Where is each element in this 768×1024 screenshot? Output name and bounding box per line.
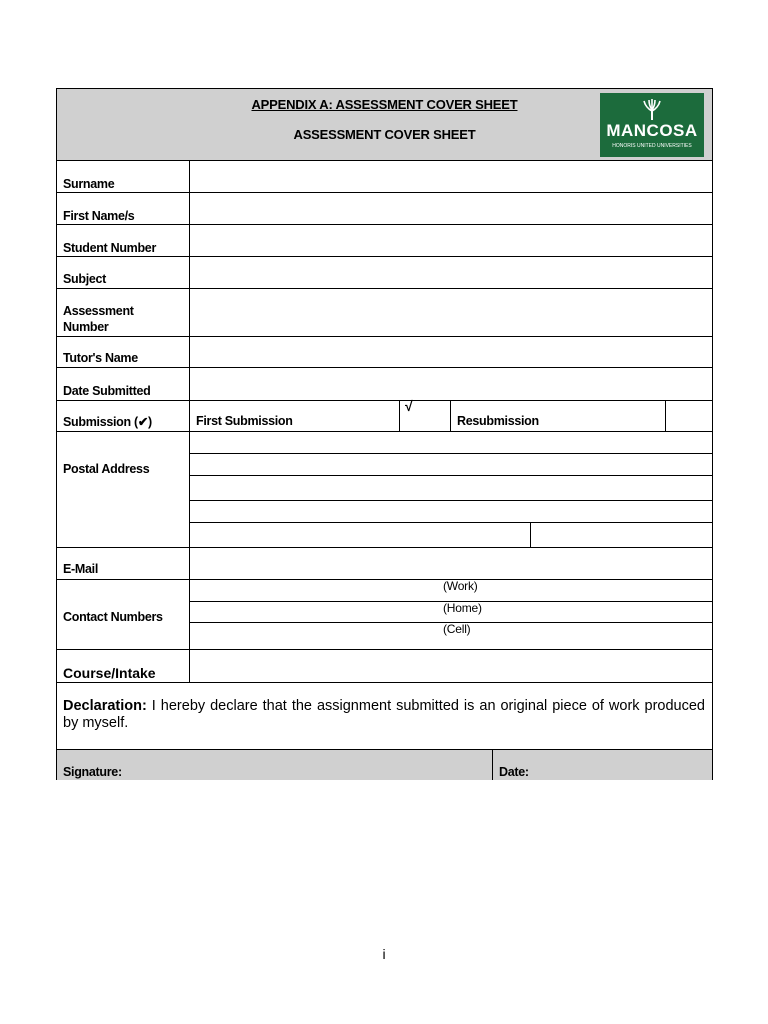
surname-field[interactable] [190, 161, 712, 192]
subject-label: Subject [63, 272, 107, 286]
date-submitted-field[interactable] [190, 368, 712, 400]
page-number: i [382, 946, 386, 962]
course-intake-label: Course/Intake [63, 665, 156, 681]
assessment-number-field[interactable] [190, 289, 712, 336]
date-field[interactable] [537, 752, 707, 779]
resubmission-label: Resubmission [457, 414, 539, 428]
first-submission-label: First Submission [196, 414, 293, 428]
header-band [57, 89, 712, 161]
tutor-name-label: Tutor's Name [63, 351, 138, 365]
home-number-label: (Home) [443, 601, 482, 615]
submission-label: Submission (✔) [63, 415, 152, 429]
tree-logo-icon [640, 99, 664, 121]
first-names-label: First Name/s [63, 209, 135, 223]
student-number-field[interactable] [190, 225, 712, 256]
date-label: Date: [499, 765, 529, 779]
date-submitted-label: Date Submitted [63, 384, 151, 398]
postal-address-label: Postal Address [63, 462, 150, 476]
submission-divider [450, 400, 451, 431]
assessment-number-label-line1: Assessment [63, 304, 134, 318]
student-number-label: Student Number [63, 241, 157, 255]
declaration-label: Declaration: [63, 698, 147, 714]
email-label: E-Mail [63, 562, 99, 576]
declaration-body: I hereby declare that the assignment submitted is an original piece of work produced by myself. [63, 698, 705, 731]
logo-wordmark: MANCOSA [606, 121, 698, 140]
first-submission-checkmark: √ [405, 398, 413, 414]
resubmission-checkbox[interactable] [666, 401, 712, 431]
surname-label: Surname [63, 177, 115, 191]
assessment-cover-sheet [56, 88, 713, 780]
signature-date-divider [492, 750, 493, 780]
signature-label: Signature: [63, 765, 122, 779]
subject-field[interactable] [190, 257, 712, 288]
work-number-label: (Work) [443, 579, 478, 593]
contact-numbers-field[interactable] [190, 580, 712, 649]
row-line [57, 400, 712, 401]
assessment-number-label-line2: Number [63, 320, 109, 334]
tutor-name-field[interactable] [190, 337, 712, 367]
first-names-field[interactable] [190, 193, 712, 224]
signature-band [57, 749, 712, 780]
sheet-title: ASSESSMENT COVER SHEET [293, 127, 476, 142]
mancosa-logo [600, 93, 704, 157]
cell-number-label: (Cell) [443, 622, 471, 636]
postal-address-field[interactable] [190, 432, 712, 547]
first-submission-checkbox[interactable] [400, 401, 450, 431]
declaration-text [63, 698, 705, 732]
logo-tagline: HONORIS UNITED UNIVERSITIES [612, 143, 692, 149]
declaration-block [57, 683, 712, 749]
signature-field[interactable] [147, 752, 487, 779]
email-field[interactable] [190, 548, 712, 579]
appendix-title: APPENDIX A: ASSESSMENT COVER SHEET [251, 97, 518, 112]
course-intake-field[interactable] [190, 650, 712, 682]
contact-numbers-label: Contact Numbers [63, 610, 163, 624]
